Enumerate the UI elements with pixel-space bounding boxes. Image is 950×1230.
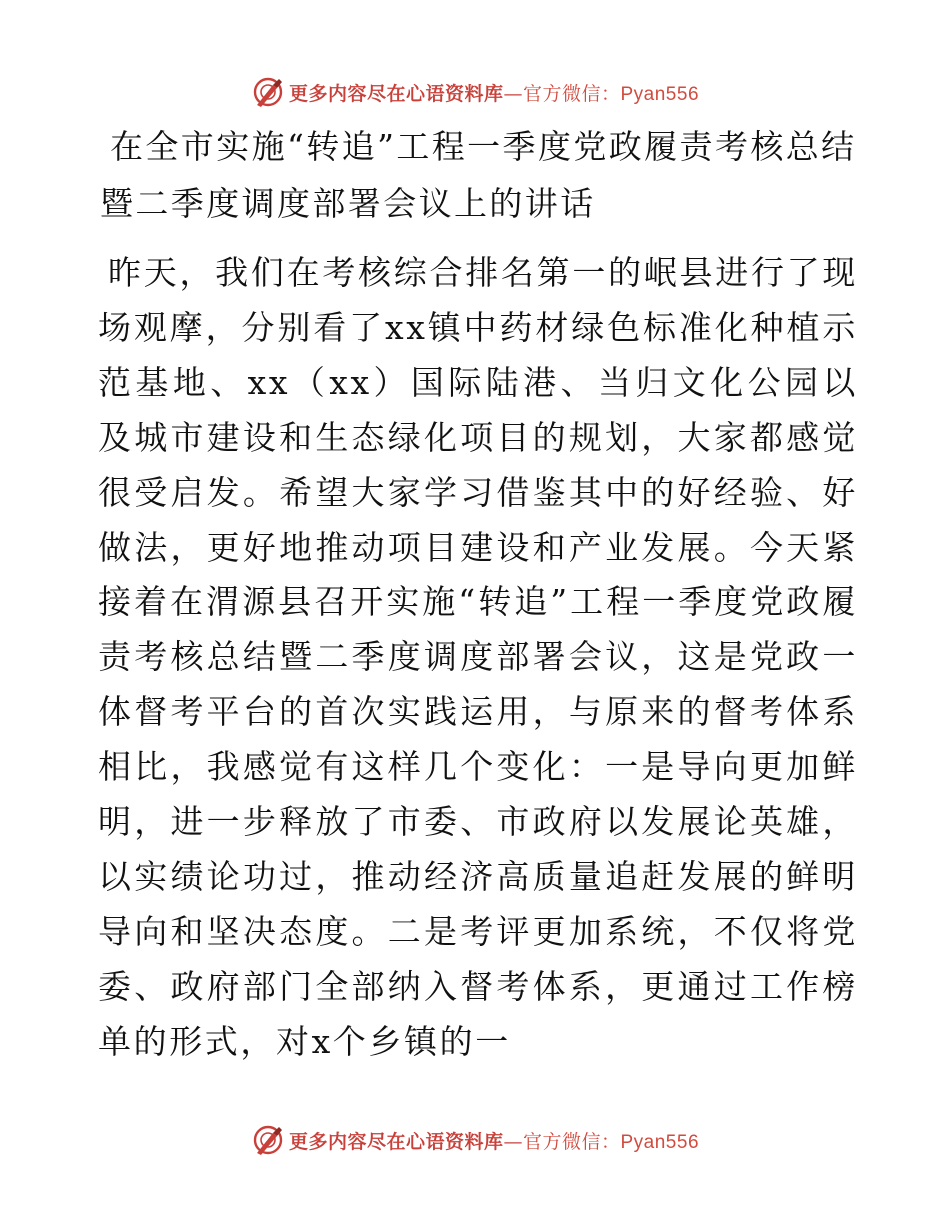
watermark-text [289,79,699,106]
watermark-dash: — [503,82,523,105]
watermark-main-text: 更多内容尽在心语资料库 [288,1130,504,1153]
pen-circle-logo-icon [251,1123,285,1157]
pen-circle-logo-icon [251,75,285,109]
footer-watermark [0,1120,950,1160]
watermark-wechat-label: 官方微信： [522,1130,621,1153]
watermark-wechat-id: Pyan556 [620,83,700,105]
body-paragraph: 昨天，我们在考核综合排名第一的岷县进行了现场观摩，分别看了xx镇中药材绿色标准化种植示范基地、xx（xx）国际陆港、当归文化公园以及城市建设和生态绿化项目的规划，大家都感觉很受启发。希望大家学习借鉴其中的好经验、好做法，更好地推动项目建设和产业发展。今天紧接着在渭源县召开实施“转追”工程一季度党政履责考核总结暨二季度调度部署会议，这是党政一体督考平台的首次实践运用，与原来的督考体系相比，我感觉有这样几个变化：一是导向更加鲜明，进一步释放了市委、市政府以发展论英雄，以实绩论功过，推动经济高质量追赶发展的鲜明导向和坚决态度。二是考评更加系统，不仅将党委、政府部门全部纳入督考体系，更通过工作榜单的形式，对x个乡镇的一 [98,253,858,1061]
document-title: 在全市实施“转追”工程一季度党政履责考核总结暨二季度调度部署会议上的讲话 [100,127,857,223]
watermark-wechat-label: 官方微信： [522,82,621,105]
watermark-main-text: 更多内容尽在心语资料库 [288,82,504,105]
watermark-text [289,1127,699,1154]
header-watermark [0,72,950,112]
watermark-dash: — [503,1130,523,1153]
watermark-wechat-id: Pyan556 [620,1131,700,1153]
